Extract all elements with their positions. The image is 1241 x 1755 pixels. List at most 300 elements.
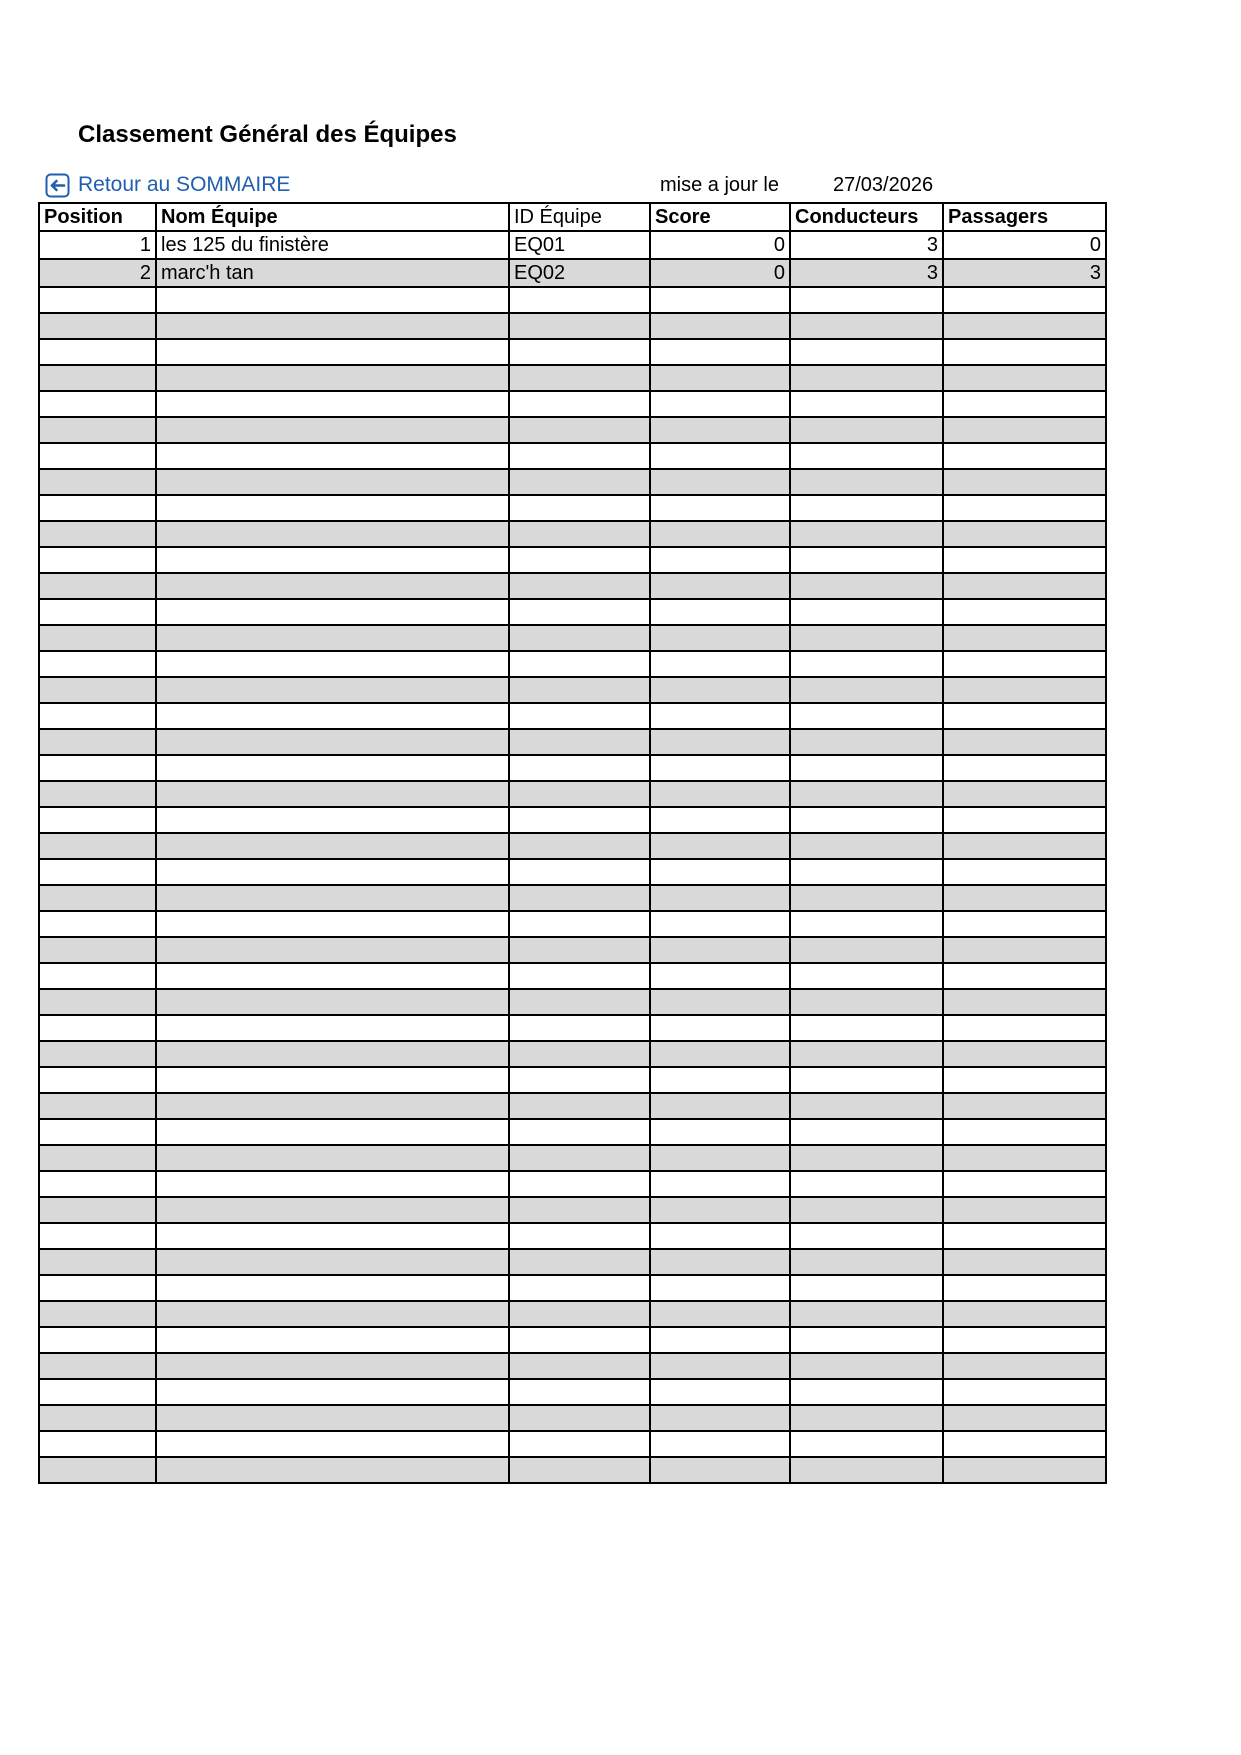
drivers-cell	[790, 807, 943, 833]
score-cell	[650, 937, 790, 963]
passengers-cell	[943, 313, 1106, 339]
passengers-cell	[943, 1015, 1106, 1041]
passengers-cell	[943, 365, 1106, 391]
passengers-cell	[943, 443, 1106, 469]
table-row	[39, 703, 1106, 729]
table-row	[39, 1275, 1106, 1301]
position-cell	[39, 937, 156, 963]
passengers-cell	[943, 1353, 1106, 1379]
position-cell	[39, 1119, 156, 1145]
team-name-cell	[156, 1353, 509, 1379]
team-id-cell	[509, 989, 650, 1015]
team-id-cell	[509, 1015, 650, 1041]
table-row	[39, 1015, 1106, 1041]
table-row	[39, 1041, 1106, 1067]
team-name-cell	[156, 1379, 509, 1405]
back-link-label[interactable]: Retour au SOMMAIRE	[78, 173, 291, 196]
passengers-cell	[943, 1171, 1106, 1197]
passengers-cell	[943, 755, 1106, 781]
position-cell	[39, 625, 156, 651]
score-cell	[650, 1275, 790, 1301]
drivers-cell	[790, 1223, 943, 1249]
table-row	[39, 1327, 1106, 1353]
passengers-cell: 3	[943, 259, 1106, 287]
score-cell	[650, 1379, 790, 1405]
position-cell: 1	[39, 231, 156, 259]
table-row	[39, 833, 1106, 859]
team-id-cell	[509, 1327, 650, 1353]
score-cell	[650, 677, 790, 703]
team-id-cell: EQ01	[509, 231, 650, 259]
position-cell	[39, 1041, 156, 1067]
team-id-cell	[509, 1379, 650, 1405]
table-row	[39, 807, 1106, 833]
position-cell	[39, 339, 156, 365]
passengers-cell	[943, 495, 1106, 521]
team-id-cell	[509, 755, 650, 781]
drivers-cell	[790, 1405, 943, 1431]
team-id-cell	[509, 703, 650, 729]
header-team-name: Nom Équipe	[156, 203, 509, 231]
position-cell: 2	[39, 259, 156, 287]
table-row	[39, 1457, 1106, 1483]
score-cell	[650, 469, 790, 495]
team-name-cell	[156, 443, 509, 469]
score-cell	[650, 1327, 790, 1353]
team-name-cell	[156, 469, 509, 495]
team-name-cell: les 125 du finistère	[156, 231, 509, 259]
team-id-cell: EQ02	[509, 259, 650, 287]
team-id-cell	[509, 1093, 650, 1119]
passengers-cell	[943, 547, 1106, 573]
team-name-cell	[156, 1249, 509, 1275]
team-name-cell	[156, 859, 509, 885]
drivers-cell	[790, 495, 943, 521]
position-cell	[39, 911, 156, 937]
team-id-cell	[509, 885, 650, 911]
team-name-cell	[156, 937, 509, 963]
table-row	[39, 625, 1106, 651]
score-cell	[650, 1067, 790, 1093]
team-id-cell	[509, 573, 650, 599]
score-cell	[650, 703, 790, 729]
team-id-cell	[509, 1171, 650, 1197]
passengers-cell	[943, 1093, 1106, 1119]
drivers-cell	[790, 1197, 943, 1223]
table-row	[39, 1145, 1106, 1171]
score-cell	[650, 1301, 790, 1327]
table-row	[39, 521, 1106, 547]
team-name-cell: marc'h tan	[156, 259, 509, 287]
position-cell	[39, 885, 156, 911]
drivers-cell	[790, 729, 943, 755]
passengers-cell	[943, 729, 1106, 755]
position-cell	[39, 1223, 156, 1249]
header-score: Score	[650, 203, 790, 231]
table-row	[39, 1249, 1106, 1275]
team-name-cell	[156, 1015, 509, 1041]
table-row	[39, 1067, 1106, 1093]
table-row	[39, 1379, 1106, 1405]
drivers-cell	[790, 391, 943, 417]
drivers-cell	[790, 1353, 943, 1379]
passengers-cell	[943, 469, 1106, 495]
header-team-id: ID Équipe	[509, 203, 650, 231]
header-drivers: Conducteurs	[790, 203, 943, 231]
team-id-cell	[509, 833, 650, 859]
score-cell: 0	[650, 259, 790, 287]
team-id-cell	[509, 1223, 650, 1249]
table-row	[39, 651, 1106, 677]
drivers-cell	[790, 469, 943, 495]
score-cell	[650, 1431, 790, 1457]
drivers-cell	[790, 1119, 943, 1145]
drivers-cell	[790, 313, 943, 339]
score-cell	[650, 833, 790, 859]
team-name-cell	[156, 833, 509, 859]
team-id-cell	[509, 1041, 650, 1067]
table-row	[39, 885, 1106, 911]
drivers-cell	[790, 859, 943, 885]
drivers-cell	[790, 677, 943, 703]
team-id-cell	[509, 859, 650, 885]
team-id-cell	[509, 417, 650, 443]
score-cell	[650, 417, 790, 443]
drivers-cell	[790, 625, 943, 651]
team-name-cell	[156, 1275, 509, 1301]
passengers-cell	[943, 1327, 1106, 1353]
drivers-cell	[790, 339, 943, 365]
position-cell	[39, 781, 156, 807]
score-cell	[650, 625, 790, 651]
team-id-cell	[509, 651, 650, 677]
team-name-cell	[156, 1431, 509, 1457]
score-cell	[650, 1405, 790, 1431]
score-cell	[650, 547, 790, 573]
drivers-cell	[790, 1145, 943, 1171]
table-row	[39, 573, 1106, 599]
team-id-cell	[509, 469, 650, 495]
drivers-cell	[790, 911, 943, 937]
drivers-cell	[790, 1379, 943, 1405]
drivers-cell	[790, 365, 943, 391]
team-name-cell	[156, 1145, 509, 1171]
team-id-cell	[509, 1145, 650, 1171]
drivers-cell	[790, 885, 943, 911]
team-id-cell	[509, 391, 650, 417]
passengers-cell	[943, 1119, 1106, 1145]
team-id-cell	[509, 1197, 650, 1223]
score-cell	[650, 1015, 790, 1041]
drivers-cell	[790, 1275, 943, 1301]
team-id-cell	[509, 937, 650, 963]
back-to-summary-link[interactable]	[45, 171, 290, 199]
drivers-cell: 3	[790, 259, 943, 287]
position-cell	[39, 989, 156, 1015]
team-name-cell	[156, 391, 509, 417]
team-id-cell	[509, 1405, 650, 1431]
position-cell	[39, 313, 156, 339]
team-id-cell	[509, 1457, 650, 1483]
drivers-cell	[790, 547, 943, 573]
position-cell	[39, 963, 156, 989]
passengers-cell	[943, 1405, 1106, 1431]
team-id-cell	[509, 1119, 650, 1145]
passengers-cell	[943, 573, 1106, 599]
table-row	[39, 677, 1106, 703]
position-cell	[39, 443, 156, 469]
table-row	[39, 989, 1106, 1015]
team-id-cell	[509, 287, 650, 313]
drivers-cell	[790, 755, 943, 781]
score-cell	[650, 781, 790, 807]
drivers-cell: 3	[790, 231, 943, 259]
table-row	[39, 1119, 1106, 1145]
score-cell	[650, 1119, 790, 1145]
drivers-cell	[790, 703, 943, 729]
passengers-cell	[943, 1145, 1106, 1171]
drivers-cell	[790, 1431, 943, 1457]
team-name-cell	[156, 677, 509, 703]
passengers-cell	[943, 521, 1106, 547]
drivers-cell	[790, 599, 943, 625]
team-name-cell	[156, 1405, 509, 1431]
team-name-cell	[156, 1457, 509, 1483]
table-row	[39, 313, 1106, 339]
team-id-cell	[509, 339, 650, 365]
passengers-cell	[943, 677, 1106, 703]
table-row	[39, 1171, 1106, 1197]
score-cell	[650, 1223, 790, 1249]
team-name-cell	[156, 547, 509, 573]
position-cell	[39, 1353, 156, 1379]
team-name-cell	[156, 911, 509, 937]
team-id-cell	[509, 1275, 650, 1301]
page-title: Classement Général des Équipes	[78, 121, 457, 148]
score-cell	[650, 339, 790, 365]
passengers-cell	[943, 1431, 1106, 1457]
passengers-cell	[943, 599, 1106, 625]
drivers-cell	[790, 521, 943, 547]
passengers-cell	[943, 989, 1106, 1015]
team-name-cell	[156, 1093, 509, 1119]
position-cell	[39, 1093, 156, 1119]
position-cell	[39, 1249, 156, 1275]
ranking-table-body	[39, 231, 1106, 1483]
table-header-row	[39, 203, 1106, 231]
table-row	[39, 417, 1106, 443]
position-cell	[39, 833, 156, 859]
update-date: 27/03/2026	[833, 174, 934, 196]
passengers-cell	[943, 963, 1106, 989]
team-id-cell	[509, 911, 650, 937]
team-name-cell	[156, 729, 509, 755]
table-row	[39, 937, 1106, 963]
drivers-cell	[790, 1457, 943, 1483]
table-row	[39, 1353, 1106, 1379]
drivers-cell	[790, 1171, 943, 1197]
team-name-cell	[156, 1301, 509, 1327]
position-cell	[39, 599, 156, 625]
position-cell	[39, 573, 156, 599]
table-row	[39, 599, 1106, 625]
passengers-cell	[943, 1041, 1106, 1067]
position-cell	[39, 469, 156, 495]
position-cell	[39, 1457, 156, 1483]
passengers-cell	[943, 1197, 1106, 1223]
team-name-cell	[156, 625, 509, 651]
passengers-cell	[943, 1301, 1106, 1327]
position-cell	[39, 1379, 156, 1405]
position-cell	[39, 287, 156, 313]
ranking-table	[38, 202, 1107, 1484]
drivers-cell	[790, 1015, 943, 1041]
score-cell	[650, 1249, 790, 1275]
table-row	[39, 1223, 1106, 1249]
team-id-cell	[509, 1249, 650, 1275]
team-id-cell	[509, 781, 650, 807]
team-name-cell	[156, 495, 509, 521]
passengers-cell	[943, 651, 1106, 677]
update-label: mise a jour le	[660, 174, 779, 196]
passengers-cell: 0	[943, 231, 1106, 259]
position-cell	[39, 1197, 156, 1223]
table-row	[39, 391, 1106, 417]
position-cell	[39, 1275, 156, 1301]
team-name-cell	[156, 1067, 509, 1093]
table-row	[39, 259, 1106, 287]
position-cell	[39, 1405, 156, 1431]
position-cell	[39, 1145, 156, 1171]
team-name-cell	[156, 1223, 509, 1249]
passengers-cell	[943, 339, 1106, 365]
score-cell	[650, 599, 790, 625]
team-id-cell	[509, 1353, 650, 1379]
table-row	[39, 443, 1106, 469]
passengers-cell	[943, 885, 1106, 911]
drivers-cell	[790, 573, 943, 599]
table-row	[39, 1093, 1106, 1119]
passengers-cell	[943, 287, 1106, 313]
position-cell	[39, 807, 156, 833]
drivers-cell	[790, 417, 943, 443]
table-row	[39, 963, 1106, 989]
drivers-cell	[790, 963, 943, 989]
team-name-cell	[156, 339, 509, 365]
position-cell	[39, 703, 156, 729]
score-cell	[650, 729, 790, 755]
table-row	[39, 287, 1106, 313]
table-row	[39, 231, 1106, 259]
score-cell	[650, 1171, 790, 1197]
table-row	[39, 1405, 1106, 1431]
position-cell	[39, 365, 156, 391]
team-id-cell	[509, 1301, 650, 1327]
team-id-cell	[509, 495, 650, 521]
passengers-cell	[943, 911, 1106, 937]
team-name-cell	[156, 963, 509, 989]
score-cell	[650, 365, 790, 391]
position-cell	[39, 1327, 156, 1353]
passengers-cell	[943, 1249, 1106, 1275]
team-name-cell	[156, 417, 509, 443]
drivers-cell	[790, 833, 943, 859]
arrow-left-icon	[45, 173, 70, 198]
drivers-cell	[790, 651, 943, 677]
team-name-cell	[156, 989, 509, 1015]
team-id-cell	[509, 677, 650, 703]
score-cell	[650, 573, 790, 599]
score-cell: 0	[650, 231, 790, 259]
team-id-cell	[509, 729, 650, 755]
table-row	[39, 755, 1106, 781]
team-name-cell	[156, 807, 509, 833]
score-cell	[650, 755, 790, 781]
drivers-cell	[790, 443, 943, 469]
score-cell	[650, 443, 790, 469]
passengers-cell	[943, 703, 1106, 729]
team-name-cell	[156, 365, 509, 391]
drivers-cell	[790, 1249, 943, 1275]
team-name-cell	[156, 1327, 509, 1353]
passengers-cell	[943, 1067, 1106, 1093]
team-name-cell	[156, 651, 509, 677]
score-cell	[650, 963, 790, 989]
team-id-cell	[509, 313, 650, 339]
table-row	[39, 547, 1106, 573]
team-id-cell	[509, 963, 650, 989]
team-name-cell	[156, 1119, 509, 1145]
position-cell	[39, 1015, 156, 1041]
position-cell	[39, 1067, 156, 1093]
table-row	[39, 781, 1106, 807]
table-row	[39, 495, 1106, 521]
passengers-cell	[943, 807, 1106, 833]
table-row	[39, 1197, 1106, 1223]
position-cell	[39, 859, 156, 885]
position-cell	[39, 729, 156, 755]
score-cell	[650, 651, 790, 677]
score-cell	[650, 807, 790, 833]
position-cell	[39, 1301, 156, 1327]
team-id-cell	[509, 443, 650, 469]
passengers-cell	[943, 391, 1106, 417]
score-cell	[650, 313, 790, 339]
team-name-cell	[156, 599, 509, 625]
drivers-cell	[790, 1041, 943, 1067]
passengers-cell	[943, 625, 1106, 651]
team-name-cell	[156, 573, 509, 599]
score-cell	[650, 1197, 790, 1223]
header-position: Position	[39, 203, 156, 231]
team-id-cell	[509, 1431, 650, 1457]
passengers-cell	[943, 1457, 1106, 1483]
team-name-cell	[156, 287, 509, 313]
team-name-cell	[156, 1171, 509, 1197]
drivers-cell	[790, 1067, 943, 1093]
team-id-cell	[509, 599, 650, 625]
table-row	[39, 729, 1106, 755]
header-passengers: Passagers	[943, 203, 1106, 231]
team-id-cell	[509, 547, 650, 573]
position-cell	[39, 1431, 156, 1457]
position-cell	[39, 495, 156, 521]
team-id-cell	[509, 521, 650, 547]
team-name-cell	[156, 313, 509, 339]
team-name-cell	[156, 521, 509, 547]
score-cell	[650, 1145, 790, 1171]
team-name-cell	[156, 703, 509, 729]
